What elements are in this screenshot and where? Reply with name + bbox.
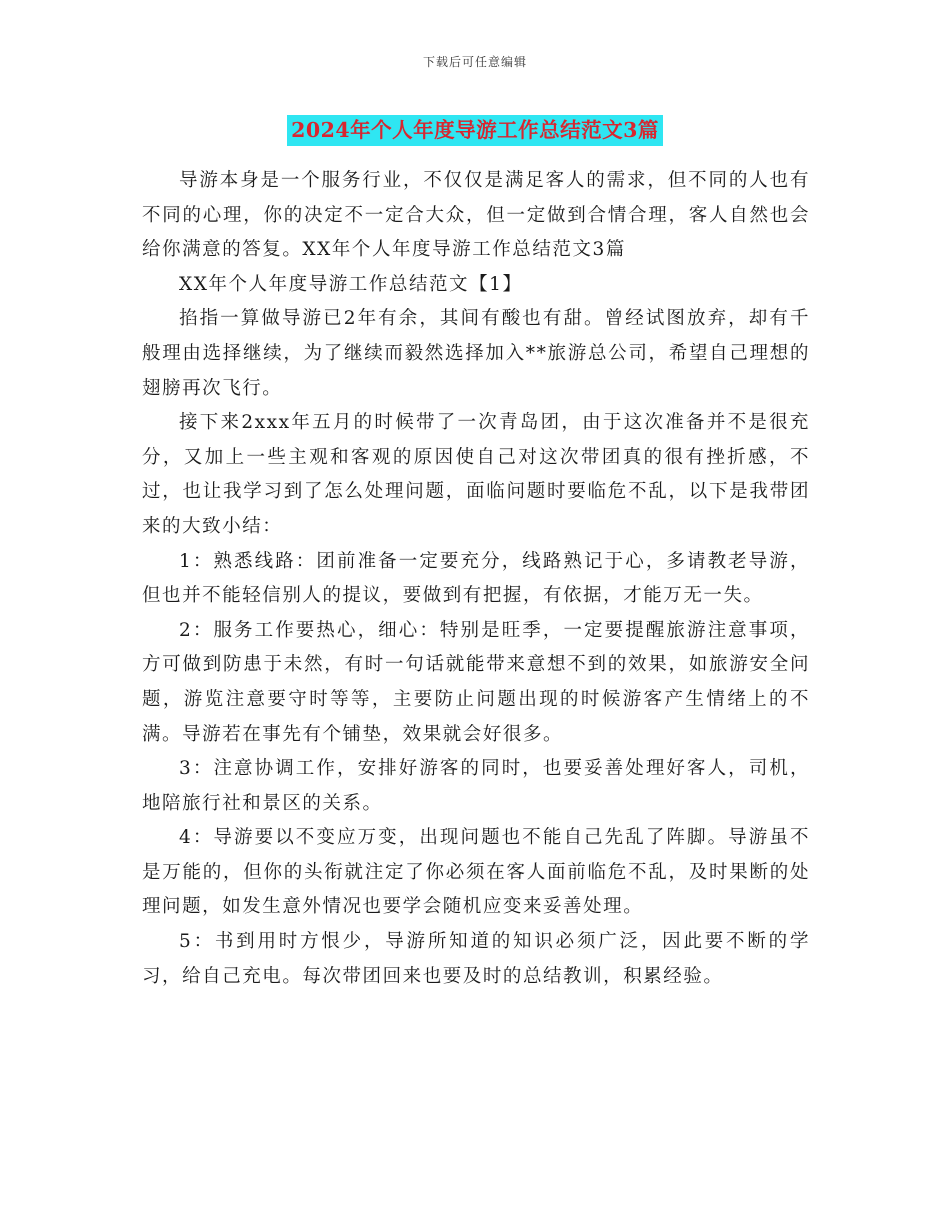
paragraph-point-3: 3：注意协调工作，安排好游客的同时，也要妥善处理好客人，司机，地陪旅行社和景区的关系。 bbox=[142, 758, 810, 814]
header-note: 下载后可任意编辑 bbox=[422, 55, 527, 69]
paragraph-point-1: 1：熟悉线路：团前准备一定要充分，线路熟记于心，多请教老导游，但也并不能轻信别人的提议，要做到有把握，有依据，才能万无一失。 bbox=[142, 550, 810, 607]
paragraph-2: 接下来2xxx年五月的时候带了一次青岛团，由于这次准备并不是很充分，又加上一些主观和客观的原因使自己对这次带团真的很有挫折感，不过，也让我学习到了怎么处理问题，面临问题时要临危不乱，以下是我带团来的大致小结： bbox=[142, 412, 810, 537]
paragraph-1: 掐指一算做导游已2年有余，其间有酸也有甜。曾经试图放弃，却有千般理由选择继续，为了继续而毅然选择加入**旅游总公司，希望自己理想的翅膀再次飞行。 bbox=[142, 308, 810, 399]
document-title: 2024年个人年度导游工作总结范文3篇 bbox=[287, 115, 663, 146]
paragraph-section-heading: XX年个人年度导游工作总结范文【1】 bbox=[179, 273, 523, 295]
paragraph-point-4: 4：导游要以不变应万变，出现问题也不能自己先乱了阵脚。导游虽不是万能的，但你的头衔就注定了你必须在客人面前临危不乱，及时果断的处理问题，如发生意外情况也要学会随机应变来妥善处理。 bbox=[142, 827, 810, 918]
document-body bbox=[142, 164, 810, 994]
paragraph-point-5: 5：书到用时方恨少，导游所知道的知识必须广泛，因此要不断的学习，给自己充电。每次带团回来也要及时的总结教训，积累经验。 bbox=[142, 931, 810, 987]
title-wrap bbox=[0, 115, 950, 146]
paragraph-intro: 导游本身是一个服务行业，不仅仅是满足客人的需求，但不同的人也有不同的心理，你的决定不一定合大众，但一定做到合情合理，客人自然也会给你满意的答复。XX年个人年度导游工作总结范文3篇 bbox=[142, 170, 810, 261]
paragraph-point-2: 2：服务工作要热心，细心：特别是旺季，一定要提醒旅游注意事项，方可做到防患于未然，有时一句话就能带来意想不到的效果，如旅游安全问题，游览注意要守时等等，主要防止问题出现的时候游客产生情绪上的不满。导游若在事先有个铺垫，效果就会好很多。 bbox=[142, 619, 810, 745]
